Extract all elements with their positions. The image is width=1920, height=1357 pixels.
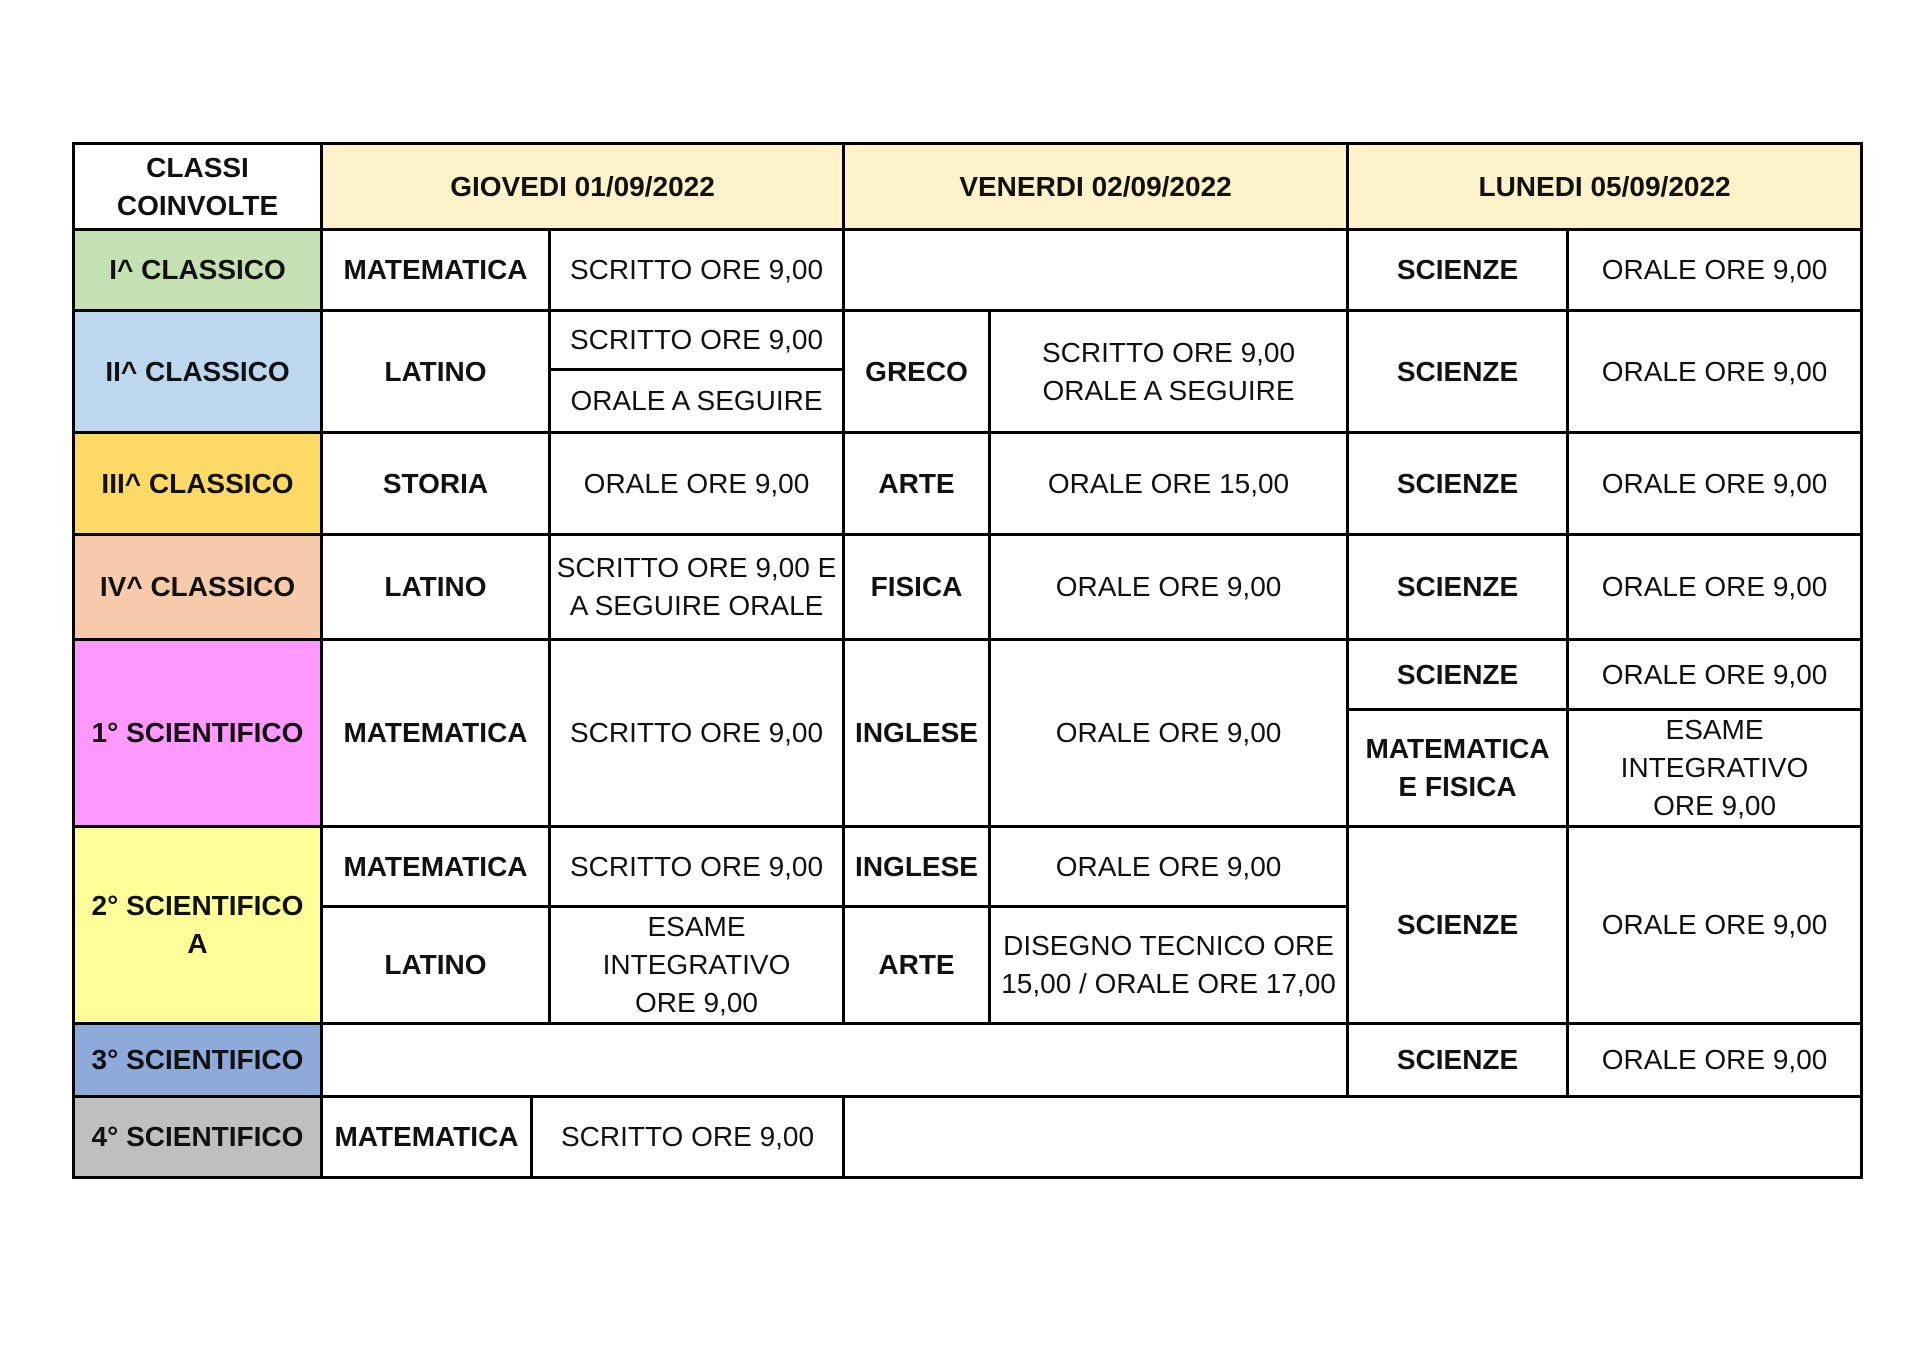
subject-cell: LATINO xyxy=(322,535,550,640)
subject-cell: LATINO xyxy=(322,907,550,1024)
detail-cell: ORALE ORE 9,00 xyxy=(1568,535,1862,640)
detail-line: ESAME INTEGRATIVO xyxy=(1620,714,1809,783)
detail-cell: ORALE ORE 9,00 xyxy=(1568,433,1862,535)
header-day3: LUNEDI 05/09/2022 xyxy=(1348,144,1862,230)
detail-cell: ORALE A SEGUIRE xyxy=(550,370,844,433)
detail-line: SCRITTO ORE 9,00 xyxy=(1041,336,1296,368)
detail-cell: ORALE ORE 9,00 xyxy=(550,433,844,535)
detail-line: SCRITTO ORE 9,00 E xyxy=(556,552,837,583)
subject-cell: SCIENZE xyxy=(1348,433,1568,535)
subject-cell: MATEMATICA xyxy=(322,640,550,827)
class-label: II^ CLASSICO xyxy=(74,311,322,433)
subject-cell: SCIENZE xyxy=(1348,827,1568,1024)
detail-line: ESAME INTEGRATIVO xyxy=(602,911,791,980)
detail-cell: ORALE ORE 9,00 xyxy=(1568,230,1862,311)
class-label: IV^ CLASSICO xyxy=(74,535,322,640)
subject-cell: INGLESE xyxy=(844,640,990,827)
detail-cell: SCRITTO ORE 9,00 xyxy=(550,311,844,370)
detail-line: A SEGUIRE ORALE xyxy=(569,590,824,621)
detail-cell xyxy=(550,907,844,1024)
header-classi-line2: COINVOLTE xyxy=(116,189,279,221)
header-day1: GIOVEDI 01/09/2022 xyxy=(322,144,844,230)
empty-cell xyxy=(844,230,1348,311)
detail-cell: SCRITTO ORE 9,00 xyxy=(550,827,844,907)
detail-line: 15,00 / ORALE ORE 17,00 xyxy=(1001,968,1336,999)
subject-cell: MATEMATICA xyxy=(322,230,550,311)
class-label: I^ CLASSICO xyxy=(74,230,322,311)
detail-cell: SCRITTO ORE 9,00 xyxy=(550,230,844,311)
table-row xyxy=(74,827,1862,907)
subject-cell: MATEMATICA xyxy=(322,827,550,907)
subject-cell: SCIENZE xyxy=(1348,311,1568,433)
detail-cell: ORALE ORE 9,00 xyxy=(1568,311,1862,433)
subject-cell: ARTE xyxy=(844,907,990,1024)
header-classi-coinvolte xyxy=(74,144,322,230)
table-row xyxy=(74,640,1862,710)
header-day2: VENERDI 02/09/2022 xyxy=(844,144,1348,230)
detail-cell xyxy=(990,311,1348,433)
detail-cell: ORALE ORE 9,00 xyxy=(990,535,1348,640)
detail-cell: ORALE ORE 15,00 xyxy=(990,433,1348,535)
detail-line: DISEGNO TECNICO ORE xyxy=(1003,930,1334,961)
class-label: 3° SCIENTIFICO xyxy=(74,1024,322,1097)
empty-cell xyxy=(844,1097,1862,1178)
exam-schedule-table xyxy=(72,142,1863,1179)
class-label: 4° SCIENTIFICO xyxy=(74,1097,322,1178)
detail-cell: SCRITTO ORE 9,00 xyxy=(560,1121,815,1152)
subject-cell: MATEMATICA xyxy=(323,1098,533,1176)
subject-cell xyxy=(1348,710,1568,827)
subject-cell: SCIENZE xyxy=(1348,640,1568,710)
subject-cell: SCIENZE xyxy=(1348,1024,1568,1097)
class-label: 1° SCIENTIFICO xyxy=(74,640,322,827)
detail-cell: ORALE ORE 9,00 xyxy=(1568,827,1862,1024)
subject-cell: ARTE xyxy=(844,433,990,535)
detail-line: ORE 9,00 xyxy=(635,987,758,1018)
header-row xyxy=(74,144,1862,230)
subject-cell: SCIENZE xyxy=(1348,230,1568,311)
table-row xyxy=(74,311,1862,370)
subject-cell: STORIA xyxy=(322,433,550,535)
subject-cell: GRECO xyxy=(844,311,990,433)
class-label: 2° SCIENTIFICO A xyxy=(74,827,322,1024)
subject-line: MATEMATICA xyxy=(1365,733,1550,764)
table-row xyxy=(74,1024,1862,1097)
detail-cell xyxy=(1568,710,1862,827)
header-classi-line1: CLASSI xyxy=(146,151,249,183)
detail-cell xyxy=(550,535,844,640)
class-label: III^ CLASSICO xyxy=(74,433,322,535)
day1-split-cell xyxy=(322,1097,844,1178)
detail-cell: SCRITTO ORE 9,00 xyxy=(550,640,844,827)
empty-cell xyxy=(322,1024,1348,1097)
subject-cell: LATINO xyxy=(322,311,550,433)
subject-cell: INGLESE xyxy=(844,827,990,907)
subject-cell: FISICA xyxy=(844,535,990,640)
detail-line: ORE 9,00 xyxy=(1653,790,1777,821)
table-row xyxy=(74,433,1862,535)
detail-cell xyxy=(990,907,1348,1024)
detail-line: ORALE A SEGUIRE xyxy=(1042,374,1295,406)
table-row xyxy=(74,1097,1862,1178)
detail-cell: ORALE ORE 9,00 xyxy=(990,827,1348,907)
subject-line: E FISICA xyxy=(1398,771,1517,802)
table-row xyxy=(74,535,1862,640)
subject-cell: SCIENZE xyxy=(1348,535,1568,640)
detail-cell: ORALE ORE 9,00 xyxy=(1568,1024,1862,1097)
detail-cell: ORALE ORE 9,00 xyxy=(990,640,1348,827)
table-row xyxy=(74,230,1862,311)
detail-cell: ORALE ORE 9,00 xyxy=(1568,640,1862,710)
